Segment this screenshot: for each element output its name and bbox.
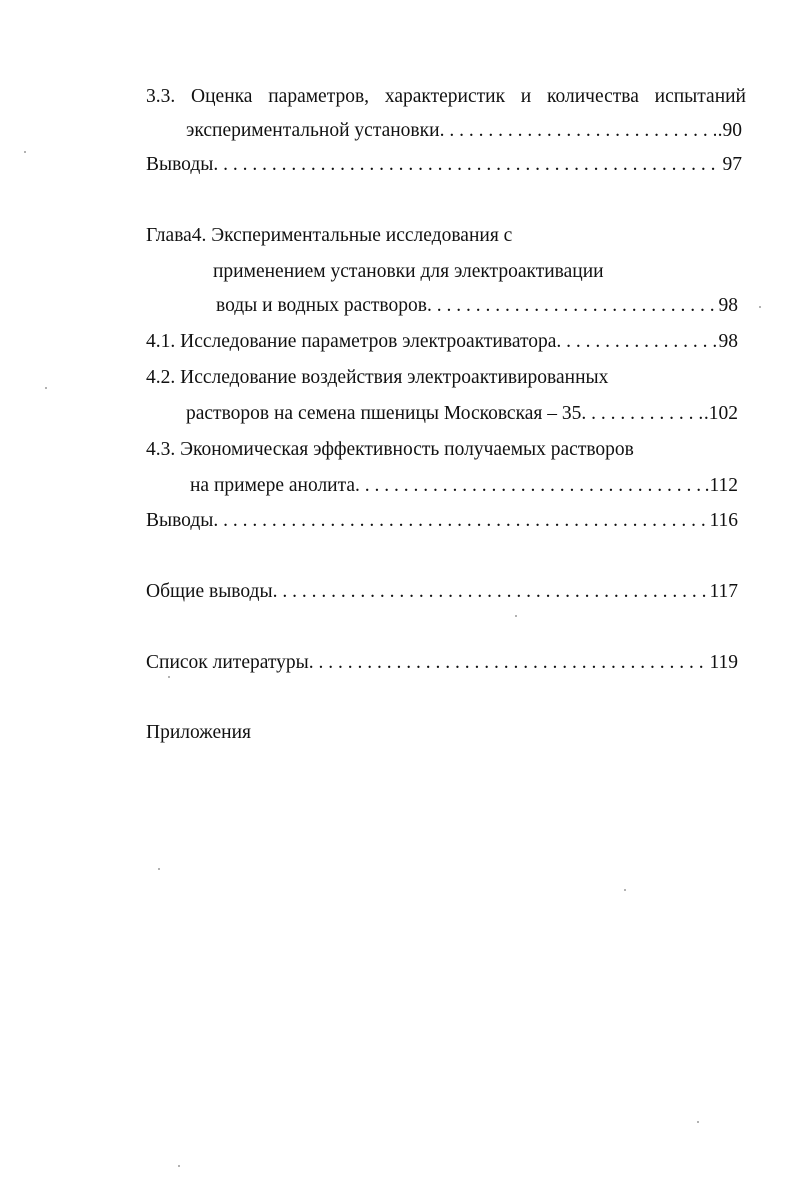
toc-page-number: .112 bbox=[704, 475, 738, 496]
toc-entry-4-3-line2: на примере анолита bbox=[190, 475, 356, 496]
leader-dots bbox=[440, 119, 716, 143]
scan-speck bbox=[697, 1121, 699, 1123]
toc-entry-references bbox=[146, 651, 738, 675]
toc-entry-4-2 bbox=[186, 402, 738, 426]
toc-page-number: 116 bbox=[709, 510, 738, 531]
leader-dots bbox=[213, 153, 720, 177]
toc-entry-label: Выводы bbox=[146, 510, 214, 531]
toc-page-number: .90 bbox=[717, 120, 742, 141]
toc-entry-label: Выводы bbox=[146, 154, 214, 175]
toc-entry-label: Список литературы bbox=[146, 652, 309, 673]
toc-entry-3-3 bbox=[186, 119, 742, 143]
scan-speck bbox=[178, 1165, 180, 1167]
scan-speck bbox=[45, 387, 47, 389]
scan-speck bbox=[624, 889, 626, 891]
toc-entry-3-3-line2: экспериментальной установки bbox=[186, 120, 440, 141]
toc-entry-4-2-line2: растворов на семена пшеницы Московская – 35 bbox=[186, 403, 582, 424]
toc-page-number: 119 bbox=[709, 652, 738, 673]
toc-chapter-4-line3: воды и водных растворов bbox=[216, 295, 427, 316]
leader-dots bbox=[556, 330, 716, 354]
toc-entry-3-3-line1: 3.3. Оценка параметров, характеристик и количества испытаний bbox=[146, 86, 746, 107]
toc-page-number: .102 bbox=[703, 403, 738, 424]
scan-speck bbox=[168, 676, 170, 678]
toc-page-number: 97 bbox=[722, 154, 742, 175]
toc-entry-4-1 bbox=[146, 330, 738, 354]
toc-chapter-4 bbox=[216, 294, 738, 318]
toc-entry-4-3 bbox=[190, 474, 738, 498]
toc-page-number: 98 bbox=[718, 295, 738, 316]
leader-dots bbox=[581, 402, 701, 426]
leader-dots bbox=[427, 294, 717, 318]
scan-speck bbox=[759, 306, 761, 308]
leader-dots bbox=[309, 651, 708, 675]
toc-page-number: 98 bbox=[718, 331, 738, 352]
toc-page-number: 117 bbox=[709, 581, 738, 602]
toc-entry-4-3-line1: 4.3. Экономическая эффективность получаемых растворов bbox=[146, 439, 634, 460]
leader-dots bbox=[213, 509, 707, 533]
toc-entry-4-2-line1: 4.2. Исследование воздействия электроактивированных bbox=[146, 367, 609, 388]
toc-entry-conclusions-4 bbox=[146, 509, 738, 533]
scan-speck bbox=[24, 151, 26, 153]
scan-speck bbox=[515, 615, 517, 617]
toc-chapter-4-line1: Глава4. Экспериментальные исследования с bbox=[146, 225, 513, 246]
toc-entry-label: 4.1. Исследование параметров электроактиватора bbox=[146, 331, 557, 352]
scan-speck bbox=[158, 868, 160, 870]
leader-dots bbox=[355, 474, 703, 498]
toc-entry-general-conclusions bbox=[146, 580, 738, 604]
leader-dots bbox=[273, 580, 708, 604]
toc-entry-appendix: Приложения bbox=[146, 722, 251, 743]
toc-entry-conclusions-3 bbox=[146, 153, 742, 177]
toc-entry-label: Общие выводы bbox=[146, 581, 273, 602]
toc-chapter-4-line2: применением установки для электроактивации bbox=[213, 261, 604, 282]
